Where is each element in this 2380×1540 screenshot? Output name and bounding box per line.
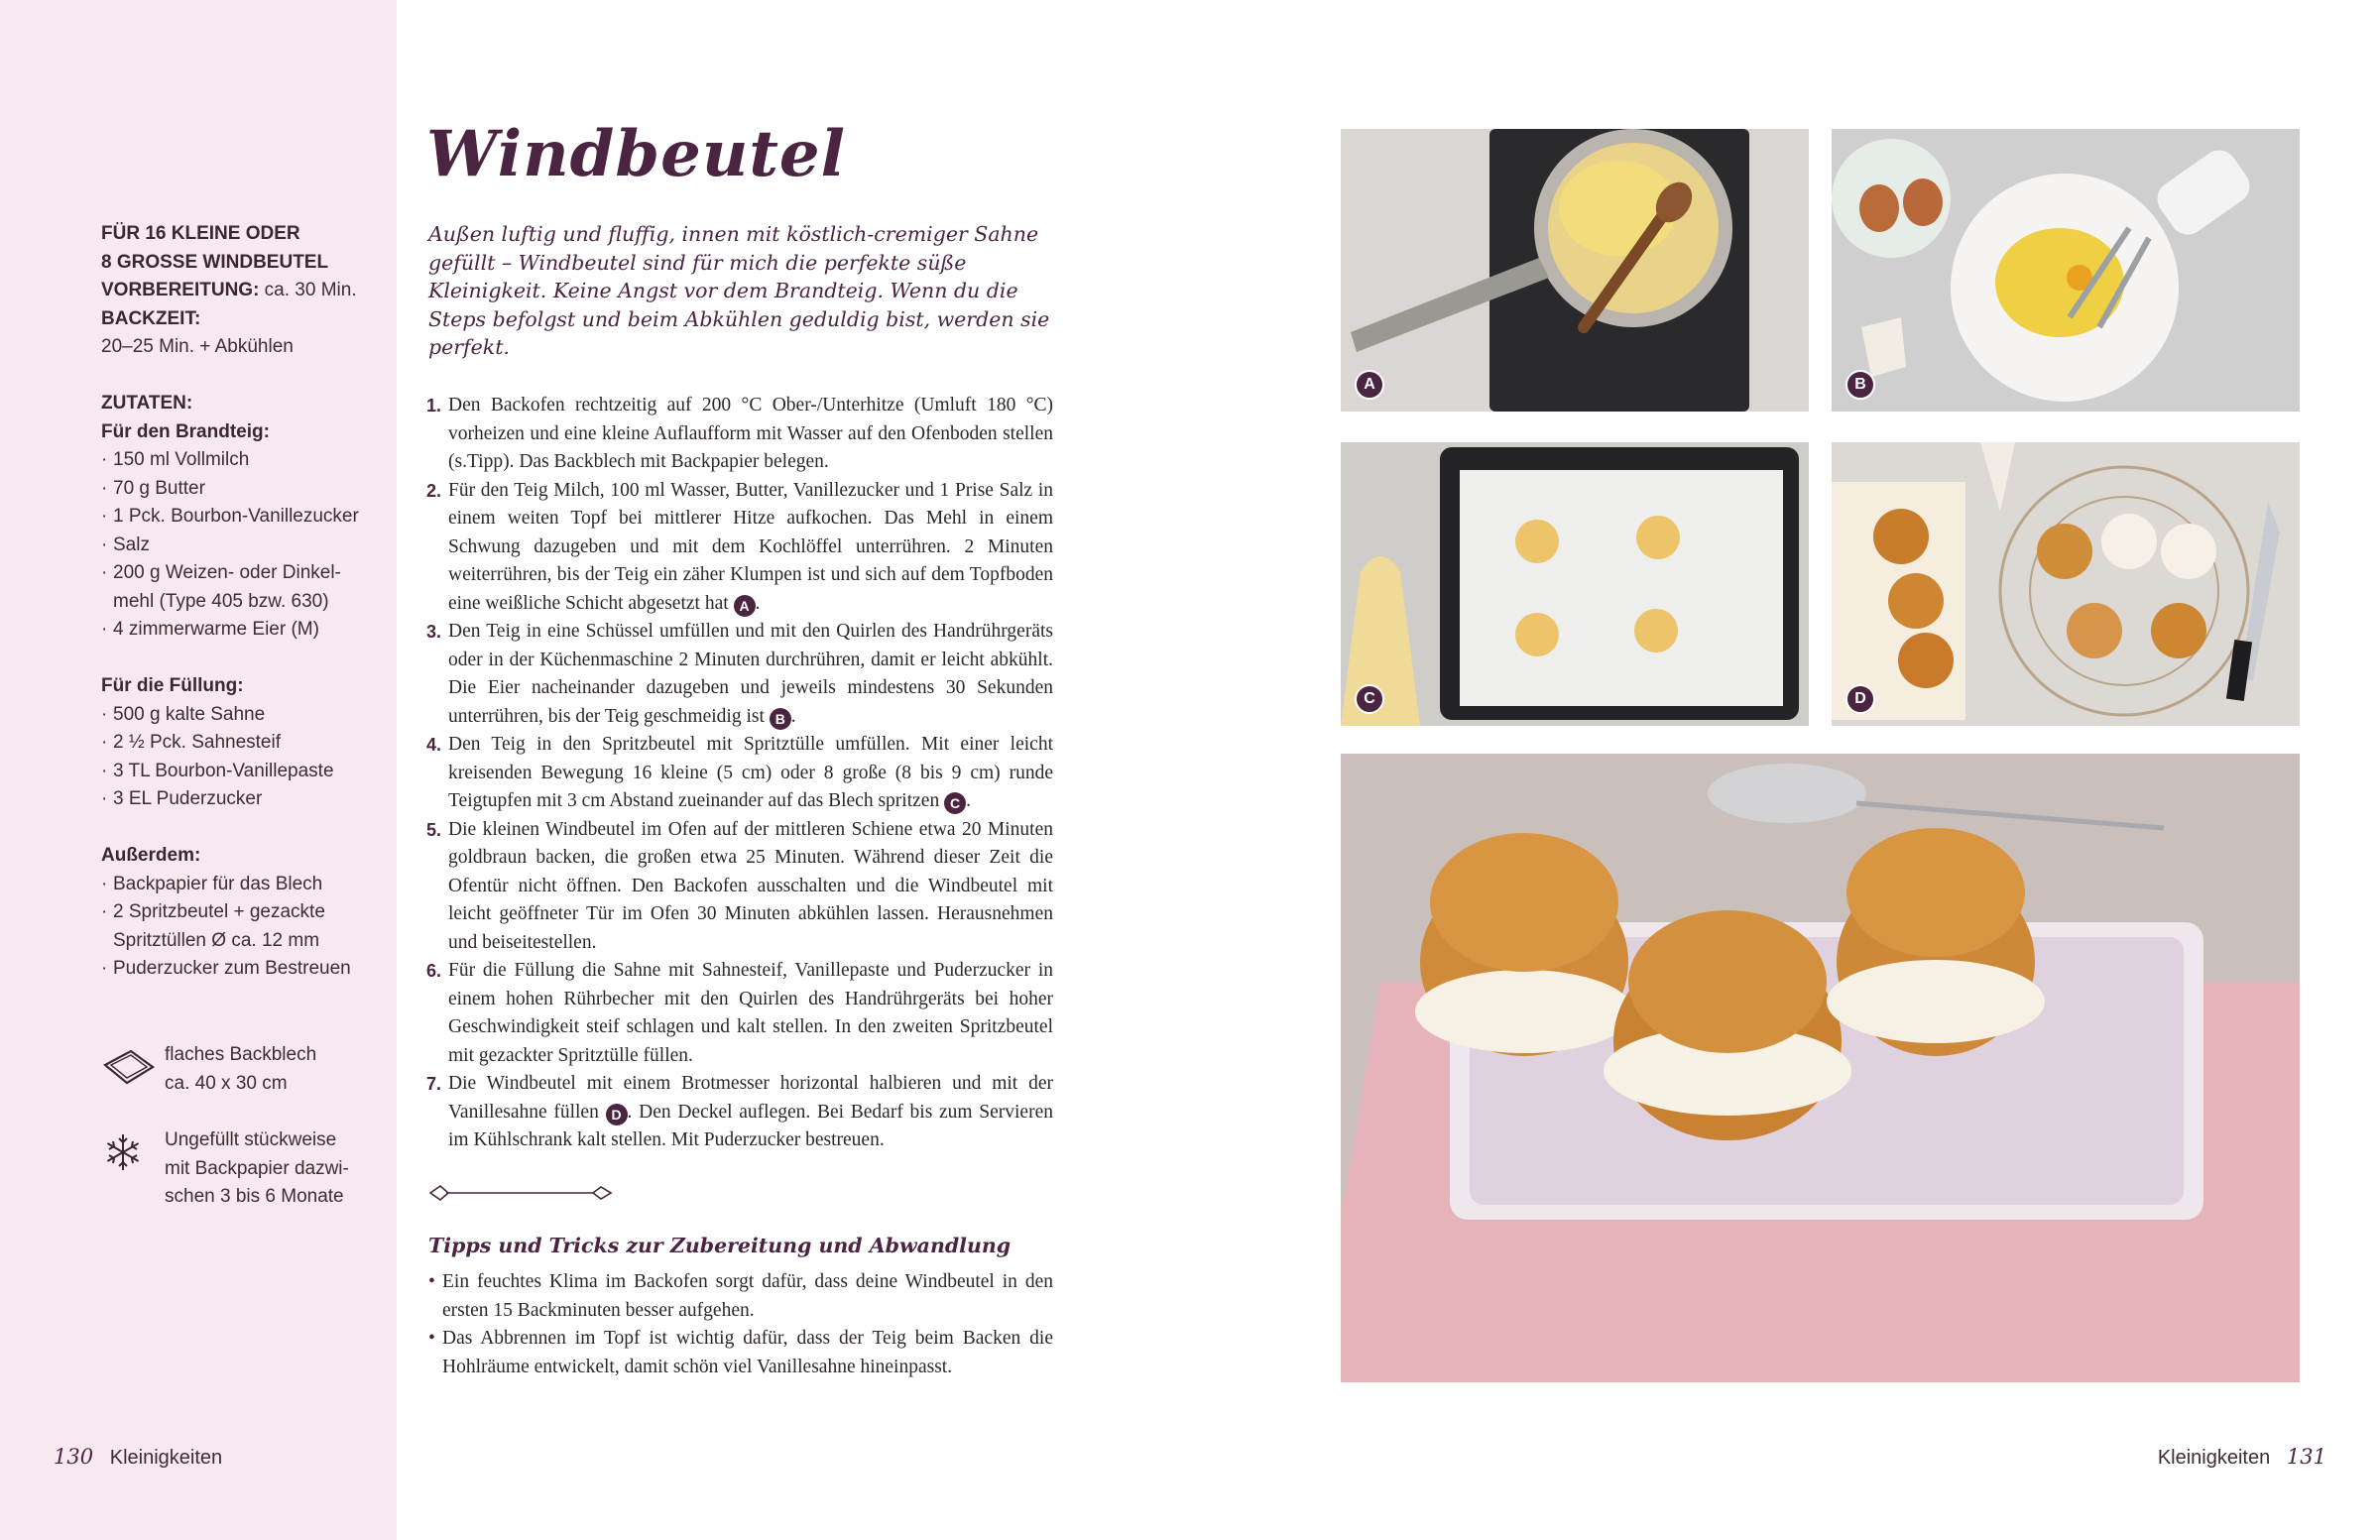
ingredient-item: · Salz bbox=[101, 532, 379, 560]
steps-list bbox=[426, 392, 1053, 1155]
mixing-bowl-eggs-image bbox=[1832, 129, 2300, 412]
ingredient-line: 200 g Weizen- oder Dinkel- bbox=[113, 562, 341, 583]
footer-left bbox=[54, 1445, 222, 1470]
dough-heading: Für den Brandteig: bbox=[101, 420, 270, 442]
ingredient-item: · 3 EL Puderzucker bbox=[101, 785, 379, 814]
filling-heading: Für die Füllung: bbox=[101, 675, 244, 696]
step-item bbox=[426, 957, 1053, 1070]
step-text: Den Teig in eine Schüssel umfüllen und mit den Quirlen des Handrührgeräts oder in der Küchenmaschine 2 Minuten durchrühren, damit er leicht abkühlt. Die Eier nacheinander dazugeben und jeweils mindestens 30 Sekunden unterrühren, bis der Teig geschmeidig ist bbox=[448, 621, 1053, 727]
hint-line: mit Backpapier dazwi- bbox=[165, 1157, 349, 1179]
step-number: 2. bbox=[426, 480, 442, 501]
ingredient-item bbox=[101, 898, 379, 955]
recipe-meta bbox=[101, 220, 379, 362]
photo-final-dish bbox=[1341, 754, 2300, 1382]
footer-right bbox=[2158, 1445, 2326, 1470]
ingredient-item: · 150 ml Vollmilch bbox=[101, 446, 379, 475]
section-name-right: Kleinigkeiten bbox=[2157, 1447, 2271, 1469]
photo-step-b bbox=[1832, 129, 2300, 412]
ingredient-item: · Puderzucker zum Bestreuen bbox=[101, 955, 379, 984]
step-photo-badge: A bbox=[734, 595, 756, 617]
saucepan-dough-image bbox=[1341, 129, 1809, 412]
ingredient-line: 2 Spritzbeutel + gezackte bbox=[113, 901, 325, 922]
filling-cream-puffs-image bbox=[1832, 442, 2300, 726]
dough-list bbox=[101, 446, 379, 645]
prep-value: ca. 30 Min. bbox=[259, 280, 357, 300]
step-number: 3. bbox=[426, 622, 442, 642]
photo-label-a: A bbox=[1355, 370, 1384, 400]
extra-heading: Außerdem: bbox=[101, 845, 201, 866]
page-number-right: 131 bbox=[2286, 1445, 2326, 1469]
step-text: Für die Füllung die Sahne mit Sahnesteif, Vanillepaste und Puderzucker in einem hohen Rührbecher mit den Quirlen des Handrührgeräts bei hoher Geschwindigkeit steif schlagen und kalt stellen. In den zweiten Spritzbeutel mit gezackter Spritztülle füllen. bbox=[448, 960, 1053, 1066]
ingredient-item: · 3 TL Bourbon-Vanillepaste bbox=[101, 758, 379, 786]
photo-step-a bbox=[1341, 129, 1809, 412]
step-photo-badge: D bbox=[606, 1104, 628, 1125]
filling-list bbox=[101, 701, 379, 814]
photo-label-c: C bbox=[1355, 684, 1384, 714]
step-text: Für den Teig Milch, 100 ml Wasser, Butter, Vanillezucker und 1 Prise Salz in einem weiten Topf bei mittlerer Hitze aufkochen. Das Mehl in einem Schwung dazugeben und mit dem Kochlöffel unterrühren. 2 Minuten weiterrühren, bis der Teig ein zäher Klumpen ist und sich auf dem Topfboden eine weißliche Schicht abgesetzt hat bbox=[448, 479, 1053, 614]
step-item bbox=[426, 392, 1053, 477]
recipe-title: Windbeutel bbox=[426, 117, 846, 191]
ingredient-item: · 70 g Butter bbox=[101, 475, 379, 504]
photo-label-b: B bbox=[1845, 370, 1875, 400]
step-item bbox=[426, 816, 1053, 958]
hint-line: flaches Backblech bbox=[165, 1044, 317, 1065]
hint-line: Ungefüllt stückweise bbox=[165, 1129, 337, 1150]
step-text: Den Backofen rechtzeitig auf 200 °C Ober-/Unterhitze (Umluft 180 °C) vorheizen und eine kleine Auflaufform mit Wasser auf den Ofenboden stellen (s.Tipp). Das Backblech mit Backpapier belegen. bbox=[448, 395, 1053, 472]
baking-tray-dough-image bbox=[1341, 442, 1809, 726]
baking-tray-icon bbox=[101, 1045, 157, 1089]
step-item bbox=[426, 618, 1053, 731]
ingredients-heading: ZUTATEN: bbox=[101, 393, 193, 414]
step-text-end: . bbox=[755, 592, 761, 614]
step-text: Die Windbeutel mit einem Brotmesser horizontal halbieren und mit der Vanillesahne füllen bbox=[448, 1073, 1053, 1123]
ingredient-item: · 500 g kalte Sahne bbox=[101, 701, 379, 730]
step-text-end: . Den Deckel auflegen. Bei Bedarf bis zum Servieren im Kühlschrank kalt stellen. Mit Puderzucker bestreuen. bbox=[448, 1101, 1053, 1150]
step-text: Den Teig in den Spritzbeutel mit Spritztülle umfüllen. Mit einer leicht kreisenden Bewegung 16 kleine (5 cm) oder 8 große (8 bis 9 cm) runde Teigtupfen mit 3 cm Abstand zueinander auf das Blech spritzen bbox=[448, 734, 1053, 811]
tips-heading: Tipps und Tricks zur Zubereitung und Abwandlung bbox=[428, 1234, 1012, 1257]
extras bbox=[101, 842, 379, 984]
prep-label: VORBEREITUNG: bbox=[101, 280, 260, 300]
yield-line-1: FÜR 16 KLEINE ODER bbox=[101, 223, 300, 244]
step-item bbox=[426, 477, 1053, 619]
step-number: 4. bbox=[426, 735, 442, 755]
ingredient-item: · Backpapier für das Blech bbox=[101, 871, 379, 899]
ingredient-item: · 1 Pck. Bourbon-Vanillezucker bbox=[101, 503, 379, 532]
ingredient-item bbox=[101, 559, 379, 616]
step-photo-badge: C bbox=[944, 792, 966, 814]
step-text: Die kleinen Windbeutel im Ofen auf der mittleren Schiene etwa 20 Minuten goldbraun backen, die großen etwa 25 Minuten. Während dieser Zeit die Ofentür nicht öffnen. Den Backofen ausschalten und die Windbeutel mit leicht geöffneter Tür im Ofen 30 Minuten abkühlen lassen. Herausnehmen und beiseitestellen. bbox=[448, 818, 1053, 953]
ingredient-line: mehl (Type 405 bzw. 630) bbox=[113, 590, 329, 612]
ingredient-item: · 4 zimmerwarme Eier (M) bbox=[101, 616, 379, 645]
photo-step-c bbox=[1341, 442, 1809, 726]
hint-line: ca. 40 x 30 cm bbox=[165, 1072, 288, 1094]
tip-item: • Ein feuchtes Klima im Backofen sorgt dafür, dass deine Windbeutel in den ersten 15 Backminuten besser aufgehen. bbox=[428, 1268, 1053, 1325]
step-number: 7. bbox=[426, 1074, 442, 1094]
photo-label-d: D bbox=[1845, 684, 1875, 714]
ornament-divider bbox=[426, 1180, 615, 1206]
ingredients bbox=[101, 390, 379, 645]
step-item bbox=[426, 1070, 1053, 1155]
step-photo-badge: B bbox=[770, 708, 791, 730]
recipe-intro: Außen luftig und fluffig, innen mit köstlich-cremiger Sahne gefüllt – Windbeutel sind für mich die perfekte süße Kleinigkeit. Keine Angst vor dem Brandteig. Wenn du die Steps befolgst und beim Abkühlen geduldig bist, werden sie perfekt. bbox=[428, 222, 1050, 359]
section-name-left: Kleinigkeiten bbox=[109, 1447, 223, 1469]
extra-list bbox=[101, 871, 379, 984]
snowflake-icon bbox=[101, 1130, 157, 1174]
step-number: 5. bbox=[426, 819, 442, 840]
yield-line-2: 8 GROSSE WINDBEUTEL bbox=[101, 251, 329, 273]
step-text-end: . bbox=[966, 790, 971, 811]
recipe-sidebar bbox=[0, 0, 397, 1540]
ingredient-line: Spritztüllen Ø ca. 12 mm bbox=[113, 929, 320, 951]
tip-item: • Das Abbrennen im Topf ist wichtig dafür, dass der Teig beim Backen die Hohlräume entwickelt, damit schön viel Vanillesahne hineinpasst. bbox=[428, 1325, 1053, 1381]
step-number: 6. bbox=[426, 961, 442, 981]
ingredient-item: · 2 ½ Pck. Sahnesteif bbox=[101, 729, 379, 758]
bake-value: 20–25 Min. + Abkühlen bbox=[101, 336, 294, 357]
tips-list bbox=[428, 1268, 1053, 1381]
hint-line: schen 3 bis 6 Monate bbox=[165, 1186, 344, 1207]
windbeutel-plate-image bbox=[1341, 754, 2300, 1382]
photo-step-d bbox=[1832, 442, 2300, 726]
step-text-end: . bbox=[790, 705, 796, 727]
bake-label: BACKZEIT: bbox=[101, 307, 201, 329]
page-number-left: 130 bbox=[54, 1445, 94, 1469]
filling bbox=[101, 672, 379, 814]
step-number: 1. bbox=[426, 396, 442, 415]
step-item bbox=[426, 731, 1053, 816]
